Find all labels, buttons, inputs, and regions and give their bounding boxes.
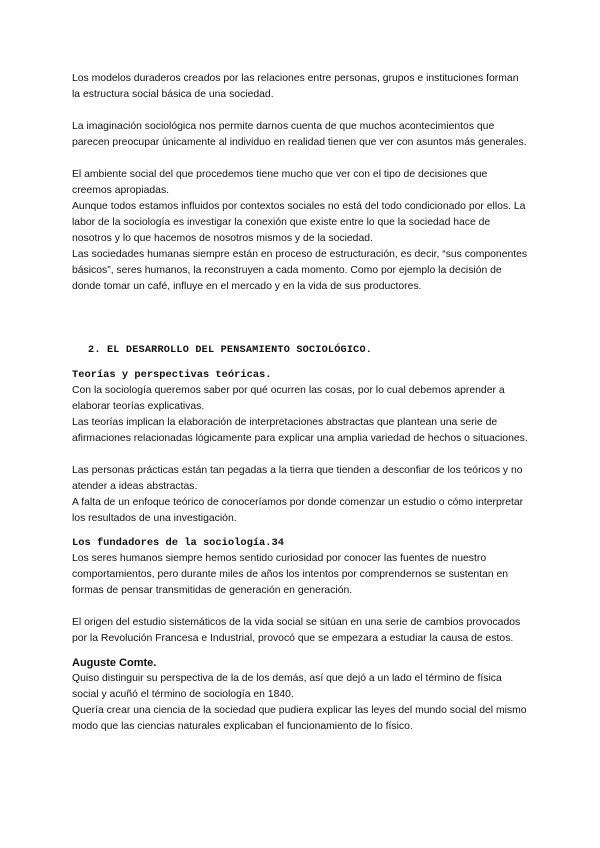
paragraph-origin-of-study: El origen del estudio sistemáticos de la vida social se sitúan en una serie de cambios provocados por la Revolución Francesa e Industrial, provocó que se empezara a estudiar la causa de estos. (72, 617, 521, 644)
paragraph-practical-people: Las personas prácticas están tan pegadas a la tierra que tienden a desconfiar de los teóricos y no atender a ideas abstractas. (72, 465, 523, 492)
spacer (72, 295, 528, 343)
paragraph-sociological-imagination: La imaginación sociológica nos permite darnos cuenta de que muchos acontecimientos que parecen preocupar únicamente al individuo en realidad tienen que ver con asuntos más generales. (72, 121, 527, 148)
spacer (72, 359, 528, 367)
paragraph-theoretical-approach: A falta de un enfoque teórico de conoceríamos por donde comenzar un estudio o cómo interpretar los resultados de una investigación. (72, 497, 524, 524)
paragraph-social-structure: Los modelos duraderos creados por las relaciones entre personas, grupos e instituciones forman la estructura social básica de una sociedad. (72, 73, 519, 100)
spacer (72, 103, 528, 119)
section-heading: 2. EL DESARROLLO DEL PENSAMIENTO SOCIOLÓGICO. (88, 345, 373, 356)
subsection-heading-founders: Los fundadores de la sociología.34 (72, 537, 285, 549)
paragraph-comte-science: Quería crear una ciencia de la sociedad que pudiera explicar las leyes del mundo social del mismo modo que las ciencias naturales explicaban el funcionamiento de lo físico. (72, 705, 527, 732)
spacer (72, 647, 528, 655)
document-page (72, 71, 528, 735)
paragraph-why-things-happen: Con la sociología queremos saber por qué ocurren las cosas, por lo cual debemos aprender a elaborar teorías explicativas. (72, 385, 505, 412)
paragraph-social-contexts: Aunque todos estamos influidos por contextos sociales no está del todo condicionado por ellos. La labor de la sociología es investigar la conexión que existe entre lo que la sociedad hace de nosotros y lo que hacemos de nosotros mismos y de la sociedad. (72, 201, 526, 244)
subsection-heading-theories: Teorías y perspectivas teóricas. (72, 369, 272, 381)
spacer (72, 447, 528, 463)
paragraph-comte-perspective: Quiso distinguir su perspectiva de la de los demás, así que dejó a un lado el término de física social y acuñó el término de sociología en 1840. (72, 673, 502, 700)
spacer (72, 599, 528, 615)
spacer (72, 527, 528, 535)
paragraph-theories-definition: Las teorías implican la elaboración de interpretaciones abstractas que plantean una serie de afirmaciones relacionadas lógicamente para explicar una amplia variedad de hechos o situaciones. (72, 417, 528, 444)
subsection-heading-comte: Auguste Comte. (72, 657, 157, 669)
paragraph-social-environment: El ambiente social del que procedemos tiene mucho que ver con el tipo de decisiones que creemos apropiadas. (72, 169, 488, 196)
spacer (72, 151, 528, 167)
paragraph-structuration: Las sociedades humanas siempre están en proceso de estructuración, es decir, “sus componentes básicos”, seres humanos, la reconstruyen a cada momento. Como por ejemplo la decisión de donde tomar un café, influye en el mercado y en la vida de sus productores. (72, 249, 528, 292)
paragraph-human-curiosity: Los seres humanos siempre hemos sentido curiosidad por conocer las fuentes de nuestro comportamientos, pero durante miles de años los intentos por comprendernos se sustentan en formas de pensar transmitidas de generación en generación. (72, 553, 509, 596)
